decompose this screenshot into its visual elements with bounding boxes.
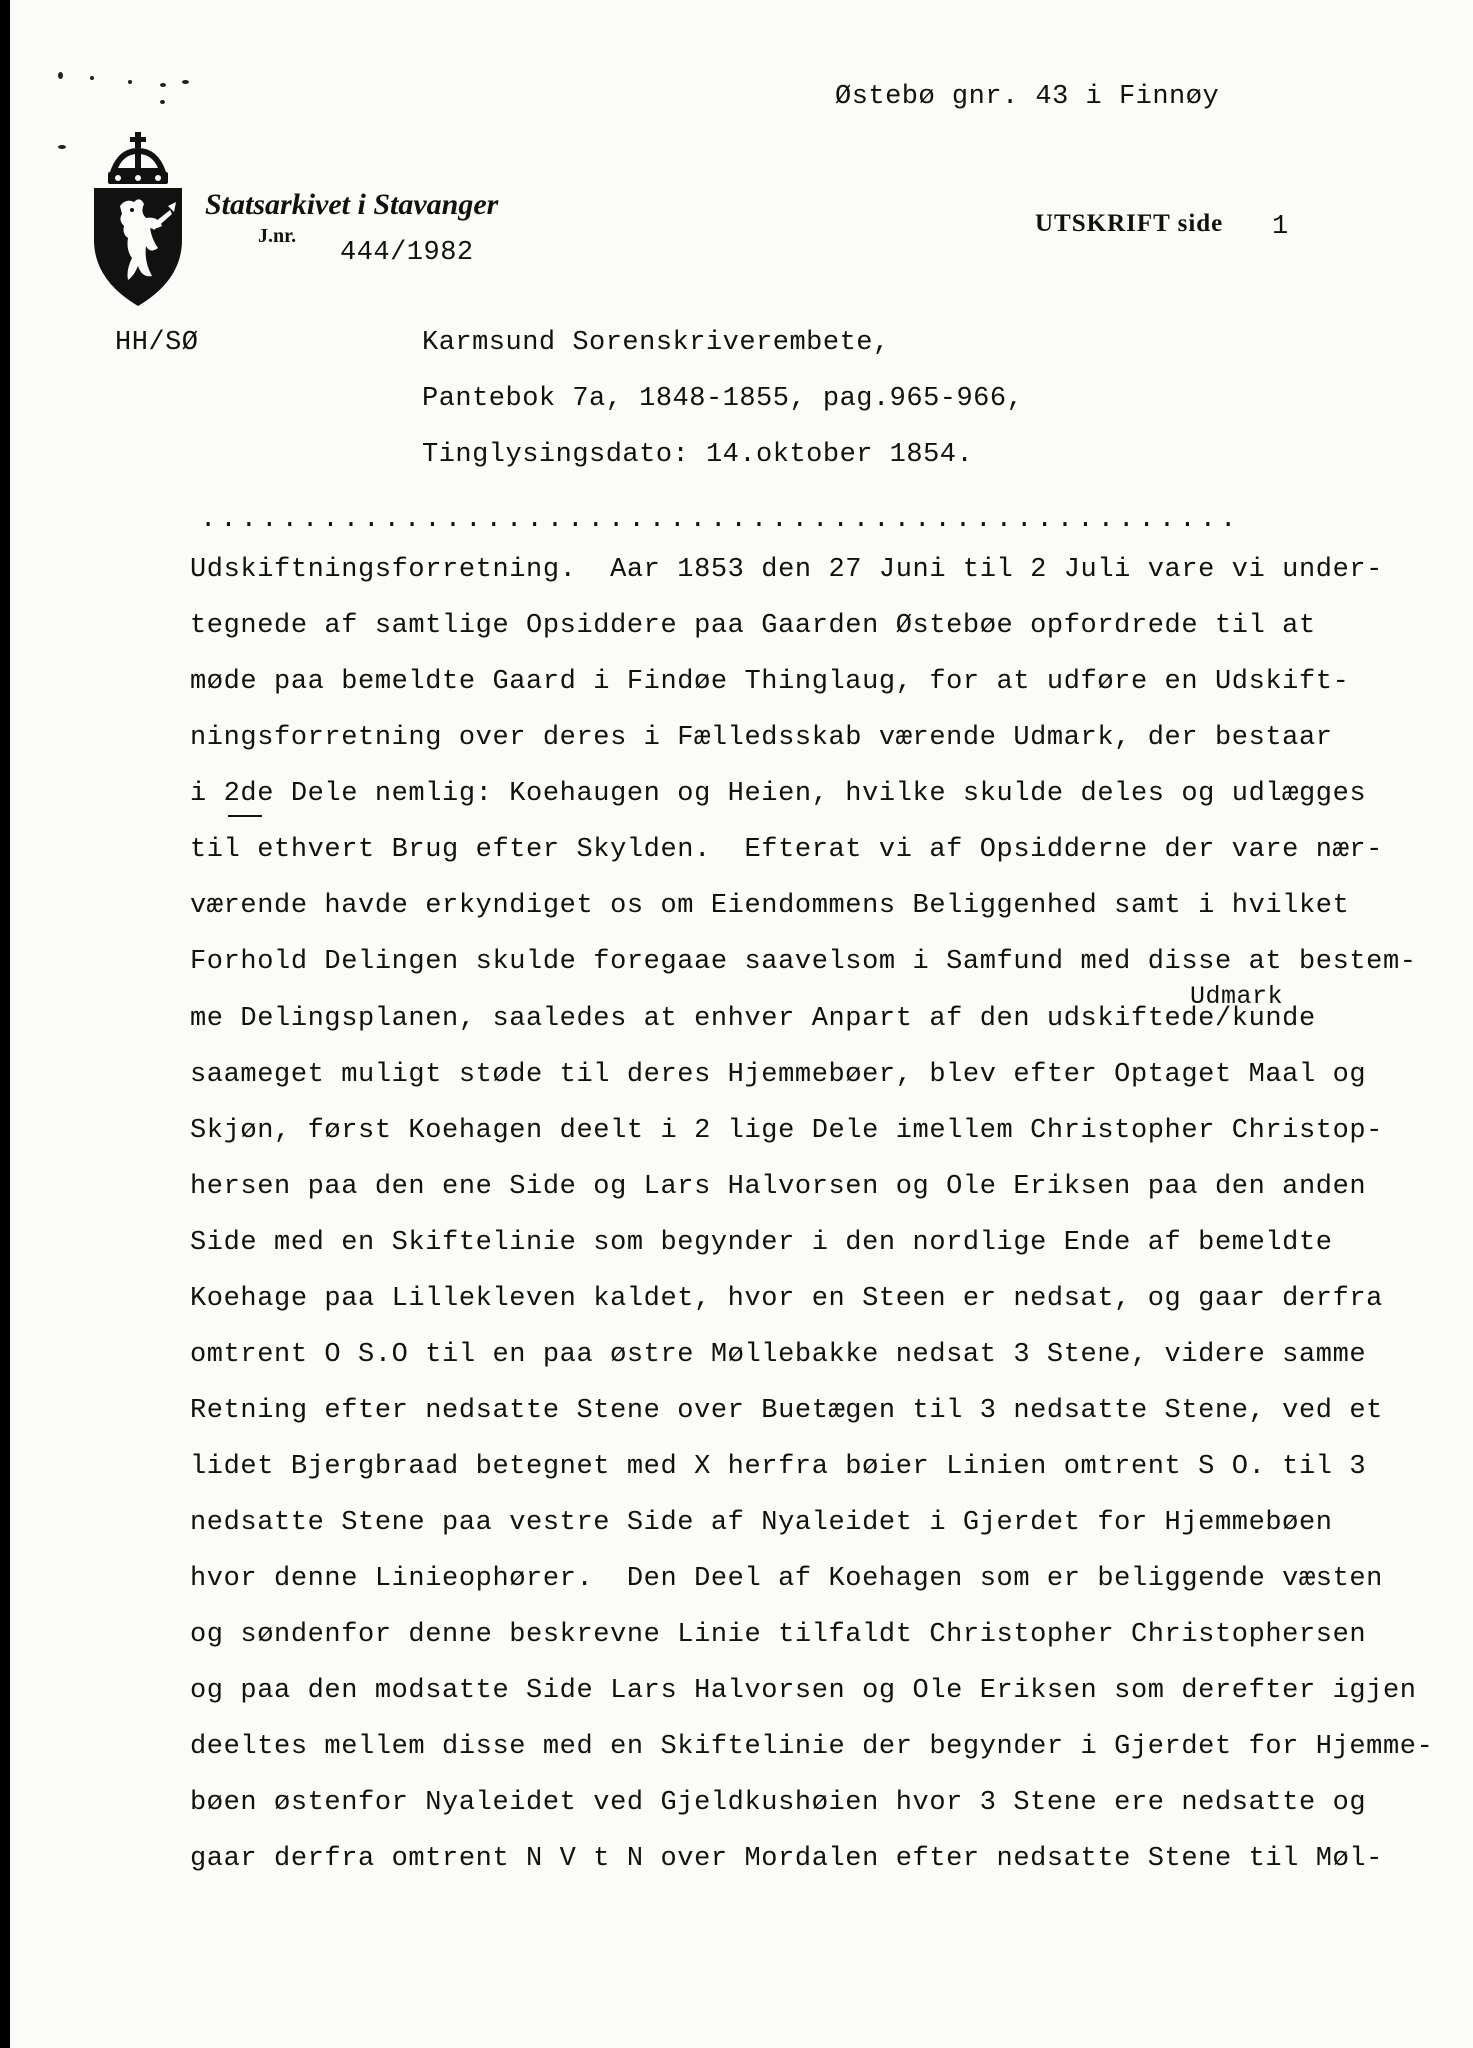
source-line: Karmsund Sorenskriverembete, — [422, 328, 890, 358]
coat-of-arms-icon — [88, 130, 188, 310]
source-line: Pantebok 7a, 1848-1855, pag.965-966, — [422, 384, 1024, 414]
text-line: Side med en Skiftelinie som begynder i den nordlige Ende af bemeldte — [190, 1228, 1333, 1258]
text-line: ningsforretning over deres i Fælledsskab værende Udmark, der bestaar — [190, 723, 1333, 753]
text-line: i 2de Dele nemlig: Koehaugen og Heien, hvilke skulde deles og udlægges — [190, 779, 1367, 809]
archive-reference: Østebø gnr. 43 i Finnøy — [835, 82, 1220, 112]
text-line: møde paa bemeldte Gaard i Findøe Thinglaug, for at udføre en Udskift- — [190, 667, 1350, 697]
text-line: Koehage paa Lillekleven kaldet, hvor en Steen er nedsat, og gaar derfra — [190, 1284, 1383, 1314]
text-line: til ethvert Brug efter Skylden. Efterat vi af Opsidderne der vare nær- — [190, 835, 1383, 865]
source-line: Tinglysingsdato: 14.oktober 1854. — [422, 440, 974, 470]
text-line: omtrent O S.O til en paa østre Møllebakke nedsat 3 Stene, videre samme — [190, 1340, 1367, 1370]
page-number: 1 — [1272, 212, 1289, 242]
text-line: værende havde erkyndiget os om Eiendommens Beliggenhed samt i hvilket — [190, 891, 1350, 921]
text-line: deeltes mellem disse med en Skiftelinie der begynder i Gjerdet for Hjemme- — [190, 1732, 1434, 1762]
institution-name: Statsarkivet i Stavanger — [205, 188, 499, 221]
utskrift-label: UTSKRIFT side — [1035, 210, 1224, 237]
text-line: Skjøn, først Koehagen deelt i 2 lige Dele imellem Christopher Christop- — [190, 1116, 1383, 1146]
text-line: hvor denne Linieophører. Den Deel af Koehagen som er beliggende væsten — [190, 1564, 1383, 1594]
text-line: lidet Bjergbraad betegnet med X herfra bøier Linien omtrent S O. til 3 — [190, 1452, 1367, 1482]
handwritten-underline — [228, 815, 262, 817]
text-line: hersen paa den ene Side og Lars Halvorsen og Ole Eriksen paa den anden — [190, 1172, 1367, 1202]
text-line: saameget muligt støde til deres Hjemmebøer, blev efter Optaget Maal og — [190, 1060, 1367, 1090]
text-line: gaar derfra omtrent N V t N over Mordalen efter nedsatte Stene til Møl- — [190, 1844, 1383, 1874]
text-line: bøen østenfor Nyaleidet ved Gjeldkushøien hvor 3 Stene ere nedsatte og — [190, 1788, 1367, 1818]
text-line: og paa den modsatte Side Lars Halvorsen og Ole Eriksen som derefter igjen — [190, 1676, 1417, 1706]
text-line: me Delingsplanen, saaledes at enhver Anpart af den udskiftede/kunde — [190, 1004, 1316, 1034]
text-line: tegnede af samtlige Opsiddere paa Gaarden Østebøe opfordrede til at — [190, 611, 1316, 641]
text-line: Retning efter nedsatte Stene over Buetægen til 3 nedsatte Stene, ved et — [190, 1396, 1383, 1426]
insertion-note: Udmark — [1190, 982, 1284, 1011]
text-line: nedsatte Stene paa vestre Side af Nyaleidet i Gjerdet for Hjemmebøen — [190, 1508, 1333, 1538]
initials: HH/SØ — [115, 328, 199, 358]
document-page — [10, 0, 1473, 2048]
text-line: Udskiftningsforretning. Aar 1853 den 27 Juni til 2 Juli vare vi under- — [190, 555, 1383, 585]
text-line: Forhold Delingen skulde foregaae saavelsom i Samfund med disse at bestem- — [190, 947, 1417, 977]
journal-number-value: 444/1982 — [340, 238, 474, 268]
dotted-separator: ................................................... — [200, 505, 1241, 535]
text-line: og søndenfor denne beskrevne Linie tilfaldt Christopher Christophersen — [190, 1620, 1367, 1650]
journal-number-label: J.nr. — [258, 225, 297, 247]
